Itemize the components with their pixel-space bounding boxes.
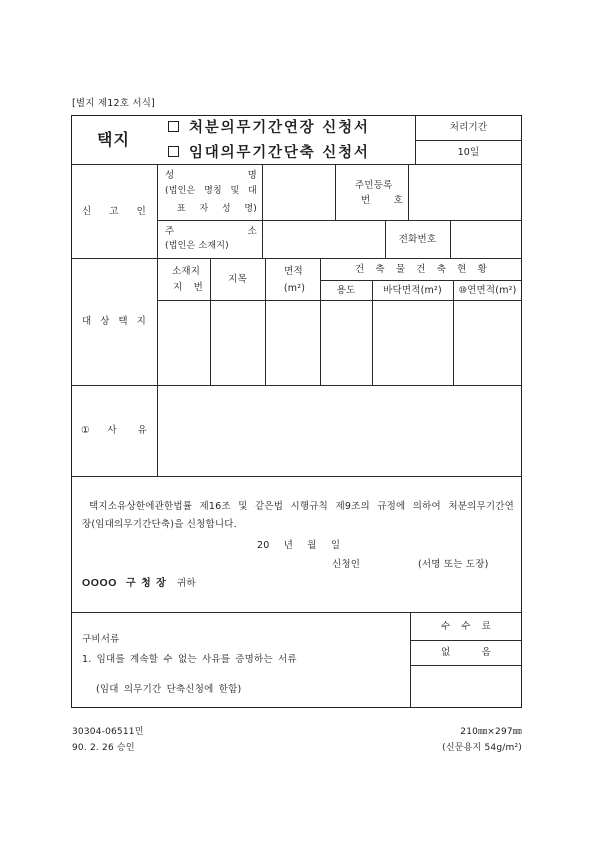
name-label: 성 명 [165, 170, 257, 181]
form-title-cell [71, 115, 415, 164]
area-header-line: 면적 [284, 266, 303, 277]
attachment-item: 1. 임대를 계속할 수 없는 사유를 증명하는 서류 [82, 654, 297, 665]
reason-section [71, 385, 157, 476]
attachments-section [71, 612, 410, 708]
declaration-line: 택지소유상한에관한법률 제16조 및 같은법 시행규칙 제9조의 규정에 의하여 처분의무기간연 [89, 501, 514, 512]
date-line: 20 년 월 일 [257, 540, 341, 551]
land-category-header: 지목 [228, 273, 247, 285]
area-header [265, 258, 320, 300]
form-title: 택지 [97, 130, 130, 149]
resident-number-label: 번 호 [361, 195, 403, 206]
form-code: 30304-06511민 [72, 727, 144, 737]
resident-number-label: 주민등록 [355, 180, 393, 191]
form-number: [별지 제12호 서식] [72, 98, 156, 109]
land-category-field[interactable] [210, 300, 265, 385]
use-field[interactable] [320, 300, 372, 385]
attachments-title: 구비서류 [82, 634, 120, 645]
area-header-line: (m²) [283, 283, 306, 294]
address-field[interactable] [262, 220, 385, 258]
paper-size: 210㎜×297㎜ [460, 727, 522, 737]
location-header-line: 지 번 [173, 282, 203, 293]
floor-area-field[interactable] [372, 300, 453, 385]
name-field[interactable] [262, 164, 335, 220]
processing-period-value: 10일 [457, 146, 480, 158]
fee-value-cell [410, 640, 522, 665]
address-note: (법인은 소재지) [165, 241, 229, 251]
attachments-note: (임대 의무기간 단축신청에 한함) [96, 684, 242, 695]
declaration-section [71, 476, 522, 612]
area-field[interactable] [265, 300, 320, 385]
location-header-line: 소재지 [172, 266, 201, 277]
reason-field[interactable] [157, 385, 522, 476]
resident-number-label-cell [335, 164, 408, 220]
paper-type: (신문용지 54g/m²) [442, 743, 522, 753]
checkbox-disposal-extension[interactable] [168, 121, 179, 132]
option-label-lease-reduction: 임대의무기간단축 신청서 [189, 145, 370, 161]
name-note-line: (법인은 명칭 및 대 [165, 186, 257, 196]
reason-label: ①사 유 [81, 425, 147, 436]
name-label-cell [157, 164, 262, 220]
total-floor-area-field[interactable] [453, 300, 522, 385]
floor-area-header: 바닥면적(m²) [383, 284, 442, 296]
fee-value: 없 음 [441, 647, 491, 658]
option-label-disposal-extension: 처분의무기간연장 신청서 [189, 120, 370, 136]
building-status-header [320, 258, 522, 280]
use-header: 용도 [336, 284, 356, 296]
recipient-office: OOOO [82, 577, 118, 589]
target-land-section [71, 258, 157, 385]
total-floor-area-header: ⑩연면적(m²) [458, 284, 517, 296]
applicant-sign-label: 신청인 [332, 559, 361, 570]
fee-label: 수 수 료 [441, 620, 491, 632]
name-note-line: 표 자 성 명) [177, 204, 257, 214]
phone-label: 전화번호 [398, 233, 437, 245]
applicant-section [71, 164, 157, 258]
location-header [157, 258, 210, 300]
address-label: 주 소 [165, 226, 257, 237]
building-status-label: 건 축 물 건 축 현 황 [355, 263, 487, 275]
declaration-line: 장(임대의무기간단축)을 신청합니다. [82, 519, 237, 530]
resident-number-field[interactable] [408, 164, 522, 220]
target-land-section-label: 대 상 택 지 [82, 316, 146, 327]
checkbox-lease-reduction[interactable] [168, 146, 179, 157]
location-field[interactable] [157, 300, 210, 385]
applicant-section-label: 신 고 인 [82, 205, 146, 217]
fee-label-cell [410, 612, 522, 640]
approval-date: 90. 2. 26 승인 [72, 743, 135, 753]
signature-note: (서명 또는 도장) [418, 559, 489, 570]
table-rule [410, 665, 522, 666]
address-label-cell [157, 220, 262, 258]
recipient-honorific: 귀하 [177, 578, 196, 589]
processing-period-label: 처리기간 [449, 122, 488, 133]
recipient-title: 구 청 장 [126, 578, 166, 589]
phone-field[interactable] [450, 220, 522, 258]
